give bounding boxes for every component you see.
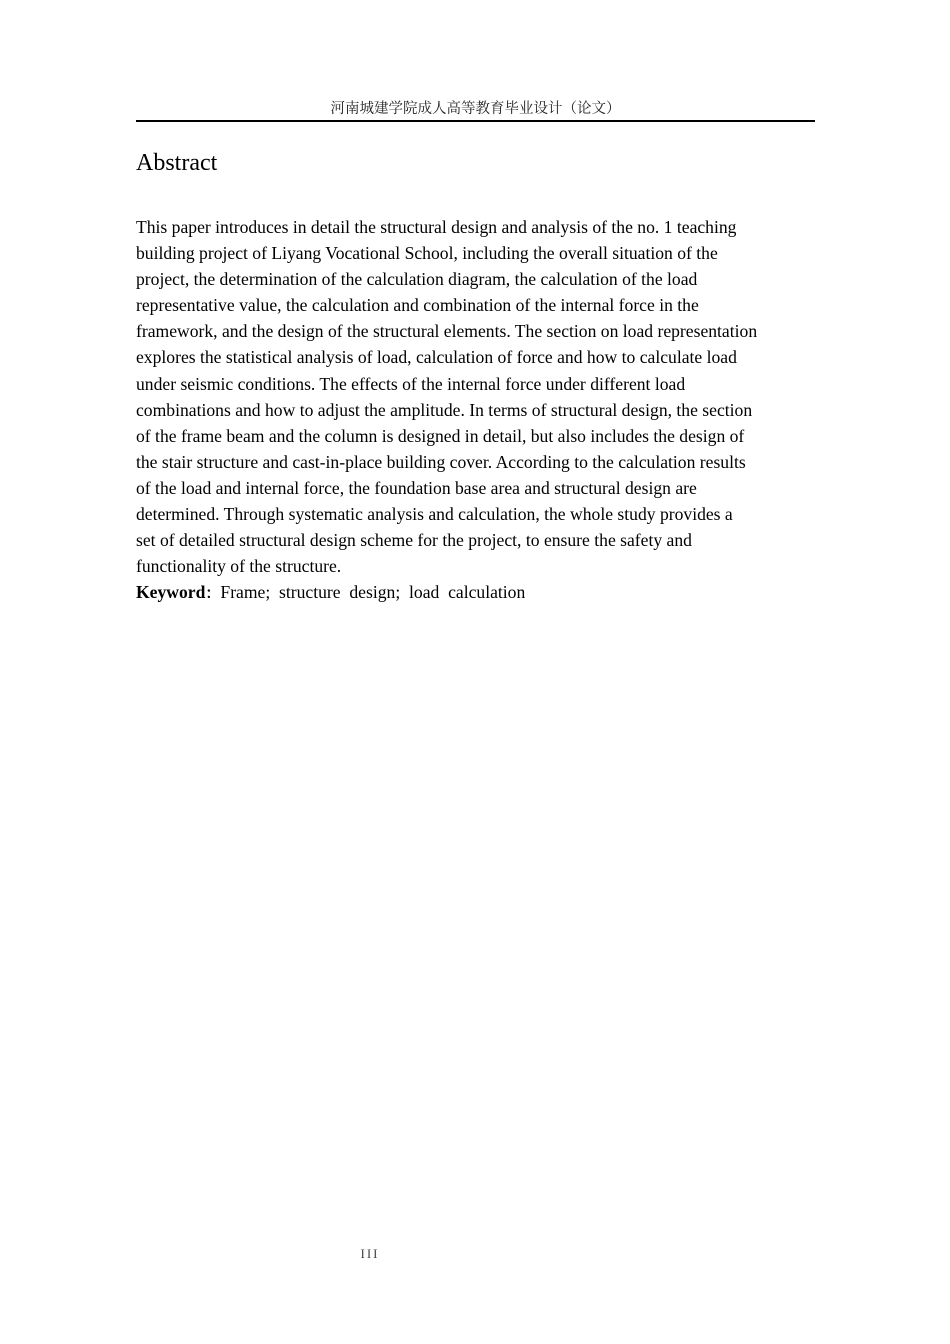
abstract-line: the stair structure and cast-in-place building cover. According to the calculation results: [136, 451, 746, 472]
keywords-label: Keyword: [136, 582, 206, 603]
abstract-line: of the frame beam and the column is designed in detail, but also includes the design of: [136, 425, 745, 446]
abstract-line: building project of Liyang Vocational School, including the overall situation of the: [136, 243, 718, 264]
abstract-heading: Abstract: [136, 150, 218, 176]
keywords-separator: ：: [205, 584, 221, 603]
page-header: 河南城建学院成人高等教育毕业设计（论文）: [330, 101, 621, 117]
abstract-line: combinations and how to adjust the amplitude. In terms of structural design, the section: [136, 399, 753, 420]
page-number: III: [360, 1246, 380, 1261]
abstract-paragraph: [136, 214, 816, 579]
header-divider: [136, 120, 815, 122]
abstract-line: framework, and the design of the structural elements. The section on load representation: [136, 321, 758, 342]
abstract-line: determined. Through systematic analysis and calculation, the whole study provides a: [136, 504, 733, 525]
abstract-line: under seismic conditions. The effects of the internal force under different load: [136, 373, 686, 394]
abstract-line: This paper introduces in detail the structural design and analysis of the no. 1 teaching: [136, 217, 737, 237]
abstract-line: functionality of the structure.: [136, 556, 342, 577]
abstract-body: [136, 214, 816, 606]
abstract-line: project, the determination of the calculation diagram, the calculation of the load: [136, 269, 698, 290]
abstract-line: of the load and internal force, the foundation base area and structural design are: [136, 477, 697, 498]
abstract-line: set of detailed structural design scheme for the project, to ensure the safety and: [136, 530, 692, 551]
abstract-line: explores the statistical analysis of load, calculation of force and how to calculate load: [136, 347, 737, 368]
keywords-text: Frame; structure design; load calculation: [220, 582, 526, 603]
abstract-line: representative value, the calculation and combination of the internal force in the: [136, 295, 699, 316]
keywords-line: [136, 579, 816, 606]
